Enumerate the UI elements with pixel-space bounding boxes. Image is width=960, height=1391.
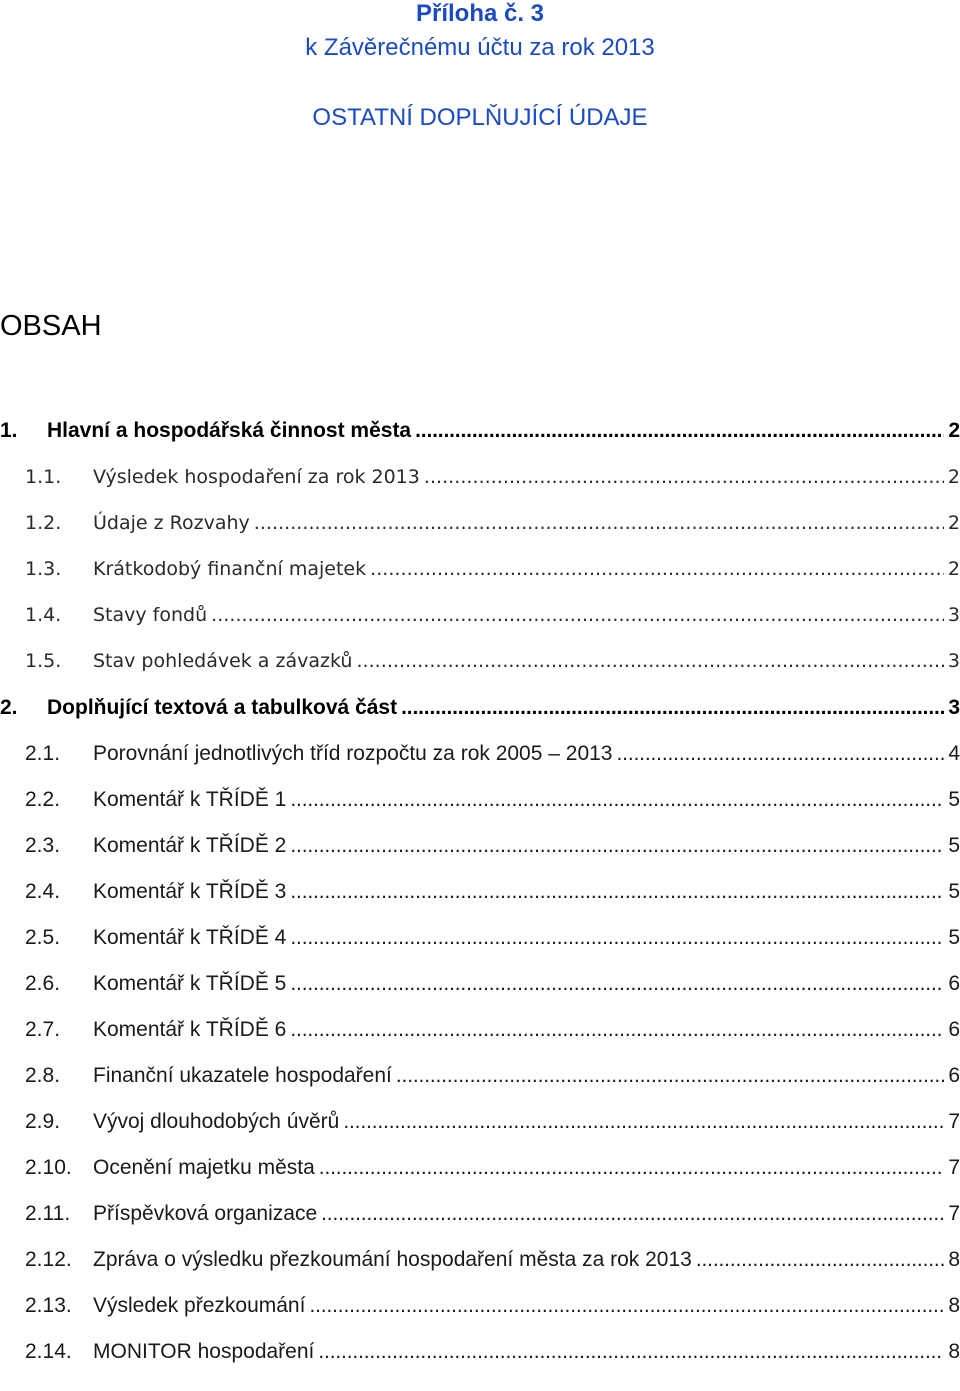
toc-entry-label: Komentář k TŘÍDĚ 4: [93, 926, 287, 949]
toc-entry-number: 2.12.: [25, 1248, 72, 1271]
toc-entry-2-6[interactable]: [0, 969, 960, 999]
toc-leader-dots: [396, 1061, 944, 1091]
toc-leader-dots: [254, 508, 944, 538]
toc-entry-label: Komentář k TŘÍDĚ 6: [93, 1018, 287, 1041]
toc-entry-number: 2.10.: [25, 1156, 72, 1179]
toc-entry-label: Výsledek přezkoumání: [93, 1294, 306, 1317]
toc-entry-label: MONITOR hospodaření: [93, 1340, 315, 1363]
toc-entry-label: Hlavní a hospodářská činnost města: [47, 419, 412, 442]
toc-entry-page: 3: [947, 604, 960, 626]
toc-entry-1-4[interactable]: [0, 600, 960, 630]
toc-entry-number: 2.4.: [25, 880, 61, 903]
toc-entry-page: 6: [948, 1018, 960, 1041]
toc-entry-2-8[interactable]: [0, 1061, 960, 1091]
toc-entry-number: 2.2.: [25, 788, 61, 811]
toc-entry-page: 8: [948, 1248, 960, 1271]
toc-leader-dots: [356, 646, 943, 676]
toc-entry-1-5[interactable]: [0, 646, 960, 676]
toc-entry-label: Ocenění majetku města: [93, 1156, 315, 1179]
toc-entry-label: Komentář k TŘÍDĚ 2: [93, 834, 287, 857]
toc-entry-number: 1.2.: [25, 512, 62, 534]
toc-entry-page: 6: [948, 1064, 960, 1087]
toc-entry-2-10[interactable]: [0, 1153, 960, 1183]
toc-entry-label: Zpráva o výsledku přezkoumání hospodaření města za rok 2013: [93, 1248, 692, 1271]
toc-leader-dots: [290, 923, 944, 953]
toc-entry-number: 1.4.: [25, 604, 62, 626]
toc-leader-dots: [370, 554, 944, 584]
toc-entry-2-2[interactable]: [0, 785, 960, 815]
toc-entry-label: Komentář k TŘÍDĚ 3: [93, 880, 287, 903]
document-title: Příloha č. 3: [415, 0, 545, 27]
toc-entry-2-12[interactable]: [0, 1245, 960, 1275]
toc-entry-page: 5: [948, 834, 960, 857]
toc-leader-dots: [401, 693, 944, 723]
toc-leader-dots: [319, 1153, 945, 1183]
toc-entry-1-1[interactable]: [0, 462, 960, 492]
toc-entry-label: Komentář k TŘÍDĚ 5: [93, 972, 287, 995]
toc-entry-2-13[interactable]: [0, 1291, 960, 1321]
toc-entry-2-7[interactable]: [0, 1015, 960, 1045]
toc-leader-dots: [290, 831, 944, 861]
toc-leader-dots: [321, 1199, 944, 1229]
toc-entry-label: Údaje z Rozvahy: [93, 512, 250, 534]
toc-entry-page: 2: [947, 466, 960, 488]
toc-entry-page: 8: [948, 1340, 960, 1363]
toc-leader-dots: [343, 1107, 944, 1137]
toc-entry-number: 1.: [0, 419, 18, 442]
toc-leader-dots: [309, 1291, 944, 1321]
toc-entry-page: 4: [948, 742, 960, 765]
toc-entry-number: 2.8.: [25, 1064, 61, 1087]
toc-entry-label: Vývoj dlouhodobých úvěrů: [93, 1110, 340, 1133]
toc-entry-label: Příspěvková organizace: [93, 1202, 318, 1225]
toc-entry-page: 2: [947, 558, 960, 580]
toc-entry-number: 2.: [0, 696, 18, 719]
toc-entry-1-2[interactable]: [0, 508, 960, 538]
toc-entry-number: 2.1.: [25, 742, 61, 765]
toc-entry-2-3[interactable]: [0, 831, 960, 861]
toc-entry-2-9[interactable]: [0, 1107, 960, 1137]
toc-entry-label: Stav pohledávek a závazků: [93, 650, 353, 672]
toc-entry-page: 5: [948, 926, 960, 949]
toc-entry-2-14[interactable]: [0, 1337, 960, 1367]
toc-entry-label: Doplňující textová a tabulková část: [47, 696, 398, 719]
toc-entry-page: 6: [948, 972, 960, 995]
toc-entry-2-1[interactable]: [0, 739, 960, 769]
toc-entry-2-11[interactable]: [0, 1199, 960, 1229]
toc-entry-number: 1.3.: [25, 558, 62, 580]
toc-entry-label: Porovnání jednotlivých tříd rozpočtu za rok 2005 – 2013: [93, 742, 613, 765]
toc-entry-page: 2: [948, 419, 960, 442]
toc-entry-number: 1.1.: [25, 466, 62, 488]
toc-entry-page: 2: [947, 512, 960, 534]
toc-leader-dots: [424, 462, 944, 492]
toc-entry-page: 7: [948, 1202, 960, 1225]
toc-leader-dots: [290, 969, 944, 999]
toc-entry-label: Komentář k TŘÍDĚ 1: [93, 788, 287, 811]
toc-entry-label: Výsledek hospodaření za rok 2013: [93, 466, 420, 488]
toc-entry-1[interactable]: [0, 416, 960, 446]
document-subtitle: k Závěrečnému účtu za rok 2013: [305, 34, 655, 61]
toc-entry-page: 7: [948, 1110, 960, 1133]
toc-entry-label: Finanční ukazatele hospodaření: [93, 1064, 392, 1087]
toc-entry-page: 5: [948, 788, 960, 811]
toc-leader-dots: [290, 785, 944, 815]
toc-entry-label: Krátkodobý finanční majetek: [93, 558, 367, 580]
toc-entry-number: 2.11.: [25, 1202, 71, 1225]
toc-entry-number: 1.5.: [25, 650, 62, 672]
toc-title: OBSAH: [0, 310, 102, 342]
section-heading: OSTATNÍ DOPLŇUJÍCÍ ÚDAJE: [312, 104, 648, 131]
toc-entry-number: 2.3.: [25, 834, 61, 857]
toc-entry-page: 5: [948, 880, 960, 903]
toc-leader-dots: [616, 739, 944, 769]
toc-entry-number: 2.7.: [25, 1018, 61, 1041]
toc-entry-2[interactable]: [0, 693, 960, 723]
toc-entry-page: 3: [948, 696, 960, 719]
toc-entry-number: 2.13.: [25, 1294, 72, 1317]
toc-entry-1-3[interactable]: [0, 554, 960, 584]
toc-entry-number: 2.5.: [25, 926, 61, 949]
toc-entry-2-5[interactable]: [0, 923, 960, 953]
toc-entry-number: 2.6.: [25, 972, 61, 995]
toc-leader-dots: [290, 1015, 944, 1045]
toc-entry-page: 3: [947, 650, 960, 672]
toc-entry-number: 2.14.: [25, 1340, 72, 1363]
toc-entry-number: 2.9.: [25, 1110, 61, 1133]
toc-leader-dots: [318, 1337, 944, 1367]
toc-entry-label: Stavy fondů: [93, 604, 208, 626]
toc-entry-page: 7: [948, 1156, 960, 1179]
toc-leader-dots: [415, 416, 944, 446]
toc-entry-page: 8: [948, 1294, 960, 1317]
toc-leader-dots: [290, 877, 944, 907]
toc-leader-dots: [211, 600, 944, 630]
toc-entry-2-4[interactable]: [0, 877, 960, 907]
toc-leader-dots: [696, 1245, 944, 1275]
